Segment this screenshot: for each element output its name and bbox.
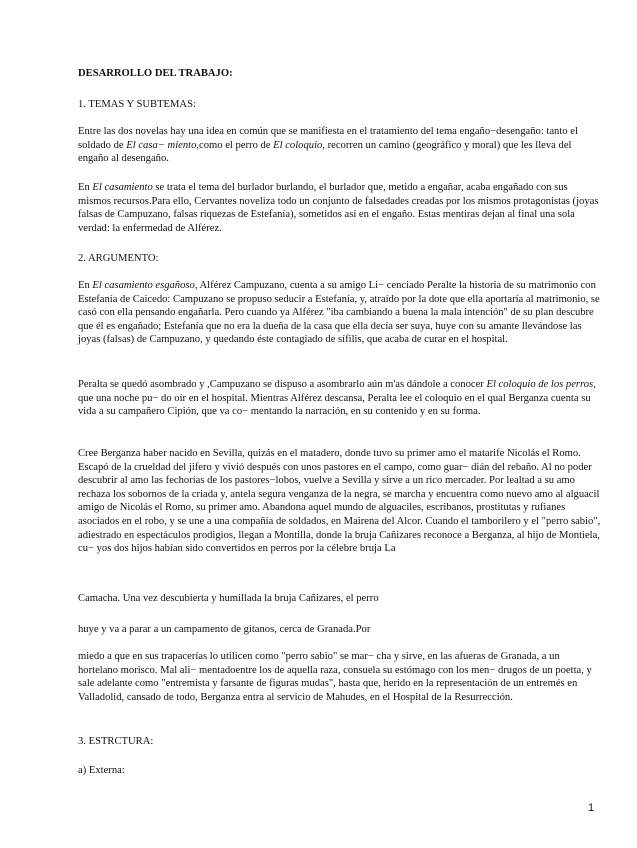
document-title: DESARROLLO DEL TRABAJO:	[78, 68, 233, 79]
paragraph-berganza-final: miedo a que en sus trapacerías lo utilicen como "perro sabio" se mar− cha y sirve, en las afueras de Granada, a un hortelano morisco. Mal ali− mentadoentre los de aquella raza, consuela su estómago con los men− drugos de un poetta, y sale adelante como "entremista y farsante de figuras mudas", hasta que, herido en la representación de un entremés en Valladolid, cansado de todo, Berganza entra al servicio de Mahudes, en el Hospital de la Resurrección.	[78, 651, 592, 703]
section-heading-argumento: 2. ARGUMENTO:	[78, 253, 159, 264]
paragraph-casamiento-resumen: En El casamiento esgañoso, Alférez Campuzano, cuenta a su amigo Li− cenciado Peralte la historia de su matrimonio con Estefanía de Caicedo: Campuzano se propuso seducir a Estefanía, y, atraído por la dote que ella aportaría al matrimonio, se casó con ella pensando engañarla. Pero cuando ya Alférez "iba cambiando a buena la mala intención" de su plan descubre que él es engañado; Estefanía que no era la dueña de la casa que ella decía ser suya, huye con su amante llevándose las joyas (falsas) de Campuzano, y quedando éste contagiado de sífilis, que acaba de curar en el hospital.	[78, 280, 600, 346]
paragraph-berganza-vida: Cree Berganza haber nacido en Sevilla, quizás en el matadero, donde tuvo su primer amo el matarife Nicolás el Romo. Escapó de la crueldad del jifero y vivió después con unos pastores en el campo, como guar− dián del rebaño. Al no poder descubrir al amo las fechorías de los pastores−lobos, vuelve a Sevilla y sirve a un rico mercader. Por lealtad a su amo rechaza los sobornos de la criada y, antela segura venganza de la negra, se marcha y encuentra como nuevo amo al alguacil amigo de Nicolás el Romo, su primer amo. Abandona aquel mundo de alguaciles, escribanos, prostitutas y rufianes asociados en el robo, y se une a una compañía de soldados, en Mairena del Alcor. Cuando el tamborilero y el "perro sabio", adiestrado en espectáculos prodigios, llegan a Montilla, donde la bruja Cañizares reconoce a Berganza, al hijo de Montiela, cu− yos dos hijos habían sido convertidos en perros por la célebre bruja La	[78, 448, 601, 555]
section-heading-estructura: 3. ESTRCTURA:	[78, 736, 154, 747]
paragraph-burlador-burlado: En El casamiento se trata el tema del burlador burlando, el burlador que, metido a engañar, acaba engañado con sus mismos recursos.Para ello, Cervantes noveliza todo un conjunto de falsedades creadas por los mismos protagonistas (joyas falsas de Campuzano, falsas riquezas de Estefanía), sometidos así en el engaño. Estas mentiras dejan al final una sola verdad: la enfermedad de Alférez.	[78, 182, 599, 234]
page-number: 1	[588, 802, 595, 814]
paragraph-line-gitanos: huye y va a parar a un campamento de gitanos, cerca de Granada.Por	[78, 624, 371, 635]
section-heading-temas: 1. TEMAS Y SUBTEMAS:	[78, 99, 196, 110]
subsection-externa: a) Externa:	[78, 765, 125, 776]
paragraph-tema-engano: Entre las dos novelas hay una idea en común que se manifiesta en el tratamiento del tema engaño−desengaño: tanto el soldado de El casa− miento,como el perro de El coloquio, recorren un camino (geográfico y moral) que les lleva del engaño al desengaño.	[78, 126, 578, 165]
paragraph-coloquio-intro: Peralta se quedó asombrado y ,Campuzano se dispuso a asombrarlo aún m'as dándole a conocer El coloquio de los perros, que una noche pu− do oír en el hospital. Mientras Alférez descansa, Peralta lee el coloquio en el qual Berganza cuenta su vida a su campañero Cipión, que va co− mentando la narración, en su contenido y en su forma.	[78, 379, 596, 418]
paragraph-line-camacha: Camacha. Una vez descubierta y humillada la bruja Cañizares, el perro	[78, 593, 379, 604]
